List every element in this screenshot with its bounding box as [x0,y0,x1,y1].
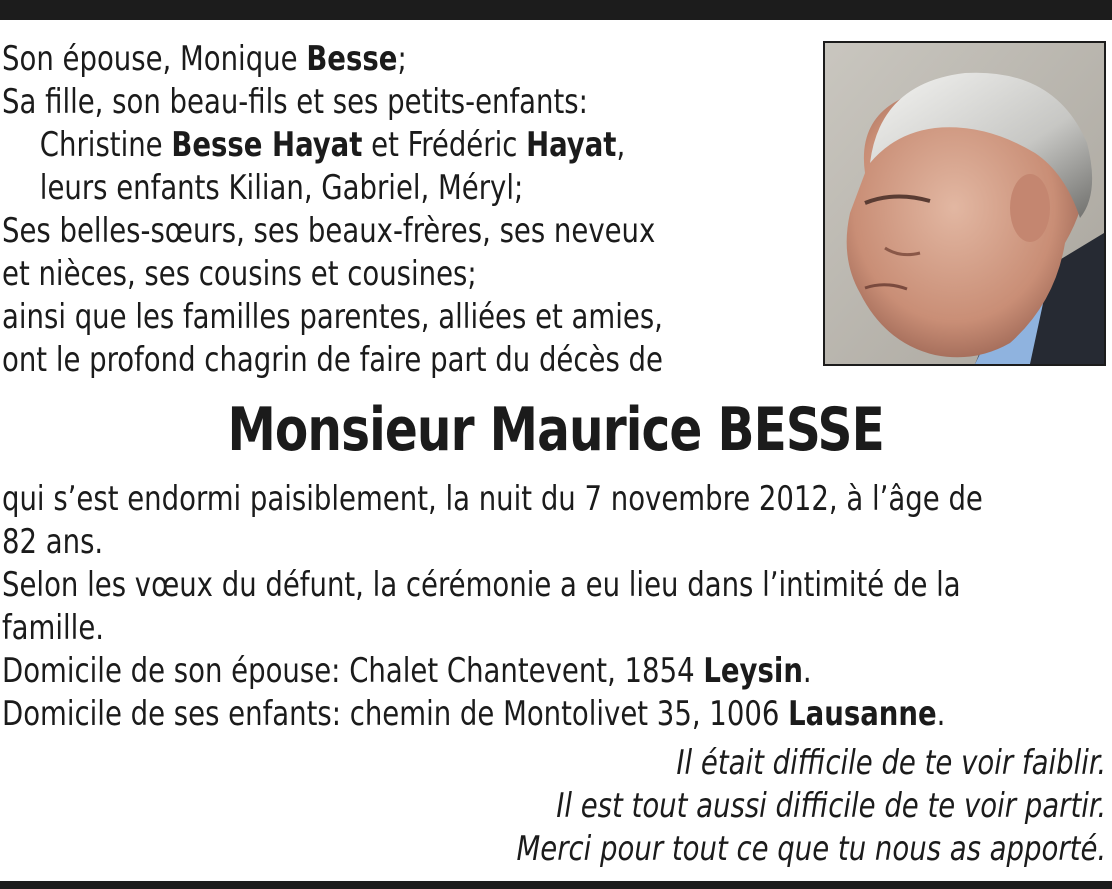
family-announcement [2,38,722,382]
details-line: Selon les vœux du défunt, la cérémonie a eu lieu dans l’intimité de la [2,565,961,605]
portrait-photo [823,41,1106,366]
surname: Hayat [526,125,617,165]
family-line [2,124,722,167]
text: Domicile de ses enfants: chemin de Montolivet 35, 1006 [2,694,789,734]
family-line: leurs enfants Kilian, Gabriel, Méryl; [39,168,524,208]
town: Lausanne [788,694,937,734]
children-address [2,693,1091,736]
deceased-name [0,392,1112,468]
text: . [802,651,812,691]
text: . [936,694,946,734]
family-line [2,38,722,81]
deceased-name-text: Monsieur Maurice BESSE [227,395,885,465]
surname: Besse Hayat [171,125,363,165]
family-line: ainsi que les familles parentes, alliées et amies, [2,297,663,337]
town: Leysin [703,651,803,691]
family-line: et nièces, ses cousins et cousines; [2,254,477,294]
poem-line: Il était difficile de te voir faiblir. [676,743,1106,783]
text: , [616,125,626,165]
bottom-rule [0,881,1112,889]
text: Domicile de son épouse: Chalet Chantevent, 1854 [2,651,704,691]
details-line: qui s’est endormi paisiblement, la nuit du 7 novembre 2012, à l’âge de [2,479,983,519]
text: Christine [39,125,172,165]
family-line: Sa fille, son beau-fils et ses petits-enfants: [2,82,588,122]
top-rule [0,0,1112,20]
text: Son épouse, Monique [2,39,307,79]
poem-line: Il est tout aussi difficile de te voir partir. [556,786,1106,826]
announcement-details [2,478,1091,736]
poem-line: Merci pour tout ce que tu nous as apporté. [516,829,1106,869]
family-line: ont le profond chagrin de faire part du décès de [2,340,663,380]
portrait-illustration [825,43,1104,364]
details-line: famille. [2,608,105,648]
surname: Besse [306,39,398,79]
family-line: Ses belles-sœurs, ses beaux-frères, ses neveux [2,211,656,251]
spouse-address [2,650,1091,693]
closing-poem [516,742,1106,871]
text: et Frédéric [362,125,527,165]
text: ; [397,39,407,79]
details-line: 82 ans. [2,522,104,562]
